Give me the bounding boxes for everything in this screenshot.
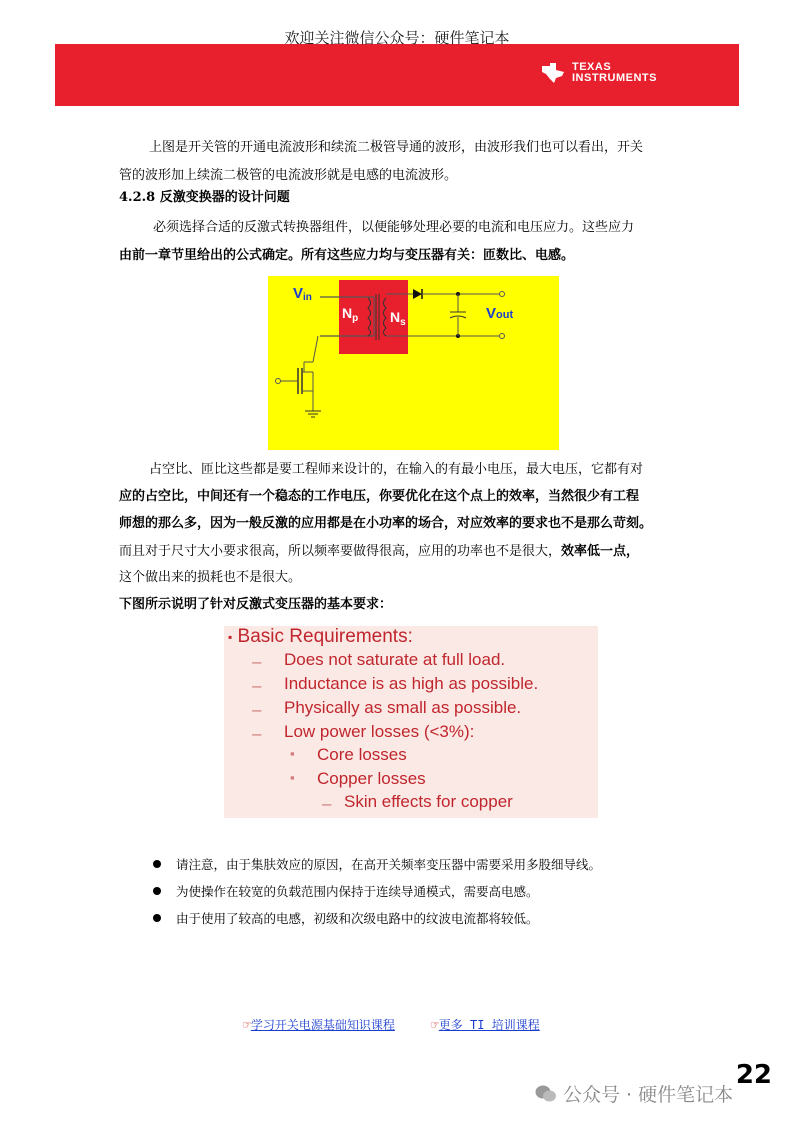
paragraph-3d	[119, 538, 674, 566]
p2-line1: 必须选择合适的反激式转换器组件，以便能够处理必要的电流和电压应力。这些应力	[153, 220, 635, 235]
np-label: N	[342, 305, 353, 321]
vout-sub: out	[496, 309, 514, 321]
paragraph-4	[119, 591, 674, 619]
p3-line4a: 而且对于尺寸大小要求很高，所以频率要做得很高，应用的功率也不是很大，	[119, 544, 562, 559]
logo-line2: INSTRUMENTS	[572, 72, 657, 84]
flyback-circuit-figure	[268, 276, 559, 450]
dash-icon: –	[322, 794, 332, 813]
wechat-icon	[535, 1084, 557, 1104]
p3-line1: 占空比、匝比这些都是要工程师来设计的，在输入的有最小电压，最大电压，它都有对	[149, 462, 644, 477]
p3-line5: 这个做出来的损耗也不是很大。	[119, 570, 302, 585]
dot-bullet-icon: ▪	[290, 770, 295, 785]
bullet-square-icon: ▪	[228, 629, 233, 644]
flyback-schematic	[268, 276, 559, 450]
p3-line2: 应的占空比，中间还有一个稳态的工作电压，你要优化在这个点上的效率，当然很少有工程	[119, 489, 640, 504]
dash-icon: –	[252, 652, 262, 671]
list-item: 为使操作在较宽的负载范围内保持于连续导通模式，需要高电感。	[150, 878, 601, 905]
training-links	[243, 1016, 540, 1033]
pointing-hand-icon: ☞	[430, 1018, 439, 1033]
dash-icon: –	[252, 724, 262, 743]
wechat-watermark	[535, 1080, 733, 1107]
page-number: 22	[735, 1060, 772, 1090]
req-sub-sub-item: Skin effects for copper	[344, 792, 513, 811]
paragraph-1	[119, 134, 674, 162]
paragraph-3b	[119, 483, 674, 511]
list-item: 请注意，由于集肤效应的原因，在高开关频率变压器中需要采用多股细导线。	[150, 851, 601, 878]
svg-text:Vout	[486, 305, 513, 322]
bullet-list	[150, 851, 601, 932]
p1-line2: 管的波形加上续流二极管的电流波形就是电感的电流波形。	[119, 168, 458, 183]
basic-course-link[interactable]: 学习开关电源基础知识课程	[250, 1018, 395, 1032]
vout-label: V	[486, 305, 497, 322]
paragraph-2b	[119, 242, 674, 270]
paragraph-2	[119, 214, 674, 242]
dash-icon: –	[252, 700, 262, 719]
wechat-text: 公众号 · 硬件笔记本	[563, 1084, 734, 1106]
list-item: 由于使用了较高的电感，初级和次级电路中的纹波电流都将较低。	[150, 905, 601, 932]
texas-state-icon	[540, 62, 566, 84]
vin-sub: in	[303, 292, 312, 303]
req-item-4: Low power losses (<3%):	[284, 722, 475, 741]
paragraph-3c	[119, 510, 674, 538]
p3-line3: 师想的那么多，因为一般反激的应用都是在小功率的场合，对应效率的要求也不是那么苛刻。	[119, 516, 653, 531]
dot-bullet-icon: ▪	[290, 746, 295, 761]
dash-icon: –	[252, 676, 262, 695]
req-item-3: Physically as small as possible.	[284, 698, 522, 717]
p4-text: 下图所示说明了针对反激式变压器的基本要求：	[119, 597, 393, 612]
more-ti-training-link[interactable]: 更多 TI 培训课程	[438, 1018, 540, 1032]
section-heading: 4.2.8 反激变换器的设计问题	[119, 190, 290, 205]
req-title: ▪ Basic Requirements:	[228, 626, 413, 647]
paragraph-3	[119, 456, 674, 484]
svg-text:Vin	[293, 285, 312, 303]
top-watermark: 欢迎关注微信公众号：硬件笔记本	[284, 29, 510, 47]
np-sub: p	[352, 313, 359, 324]
p2-line2: 由前一章节里给出的公式确定。所有这些应力均与变压器有关：匝数比、电感。	[119, 248, 575, 263]
ns-label: N	[390, 309, 401, 325]
req-item-2: Inductance is as high as possible.	[284, 674, 539, 693]
diode-icon	[413, 289, 422, 299]
vin-label: V	[293, 285, 304, 302]
req-item-1: Does not saturate at full load.	[284, 650, 506, 669]
requirements-figure	[224, 626, 598, 818]
logo-line1: TEXAS	[572, 61, 612, 73]
paragraph-3e	[119, 564, 674, 592]
ti-logo	[540, 62, 657, 84]
ns-sub: s	[400, 317, 406, 328]
pointing-hand-icon: ☞	[243, 1018, 251, 1033]
p1-line1: 上图是开关管的开通电流波形和续流二极管导通的波形，由波形我们也可以看出，开关	[149, 140, 644, 155]
req-sub-item-1: Core losses	[317, 745, 407, 764]
p3-line4b: 效率低一点，	[561, 544, 640, 559]
req-sub-item-2: Copper losses	[317, 769, 426, 788]
